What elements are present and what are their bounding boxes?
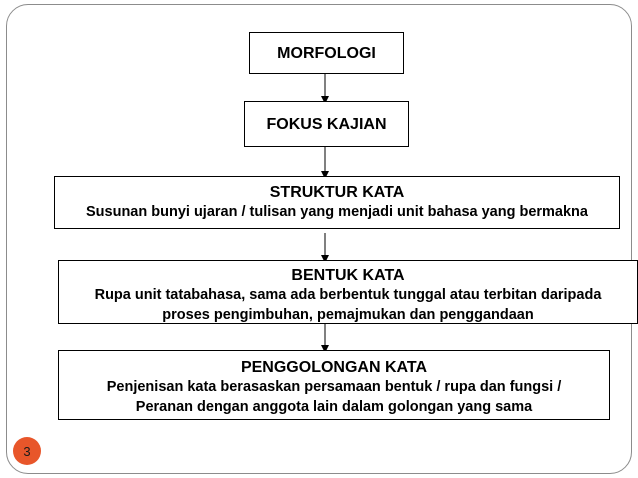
fokus-kajian-box [244,101,409,147]
box-description: Peranan dengan anggota lain dalam golongan yang sama [135,399,533,415]
struktur-kata-box [54,176,620,229]
box-title: BENTUK KATA [291,267,405,284]
bentuk-kata-box [58,260,638,324]
page-number-badge: 3 [13,437,41,465]
box-title: FOKUS KAJIAN [266,115,387,133]
box-description: Susunan bunyi ujaran / tulisan yang menjadi unit bahasa yang bermakna [86,204,588,220]
morfologi-box [249,32,404,74]
box-description: Penjenisan kata berasaskan persamaan bentuk / rupa dan fungsi / [106,379,562,395]
box-title: PENGGOLONGAN KATA [240,359,428,376]
penggolongan-kata-box [58,350,610,420]
box-description: Rupa unit tatabahasa, sama ada berbentuk tunggal atau terbitan daripada [94,287,602,303]
box-title: MORFOLOGI [277,44,376,62]
box-description: proses pengimbuhan, pemajmukan dan penggandaan [162,307,534,323]
box-title: STRUKTUR KATA [269,184,405,201]
